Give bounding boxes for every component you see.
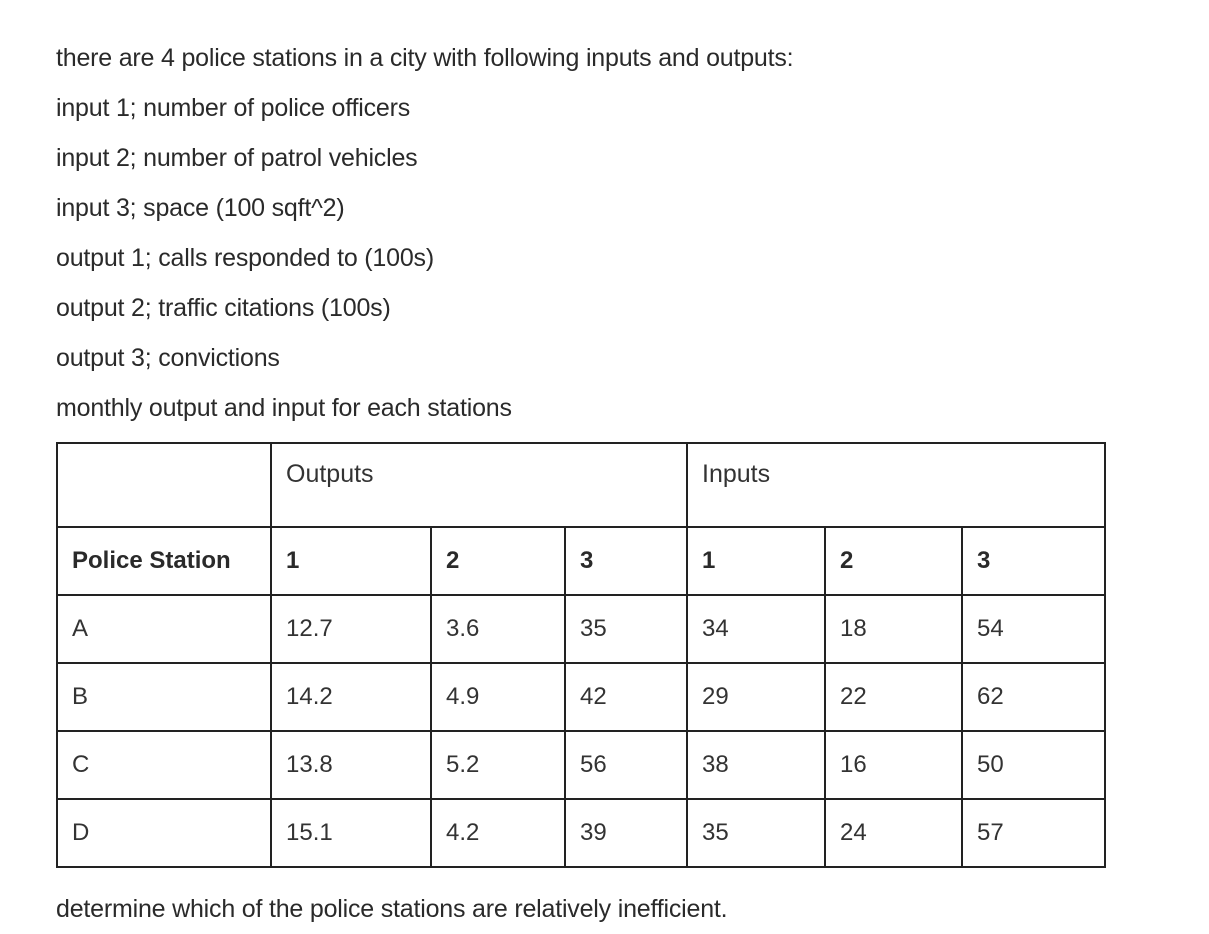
value-cell: 22 (825, 663, 962, 731)
table-row (57, 799, 1105, 867)
value-cell: 3.6 (431, 595, 565, 663)
value-cell: 35 (565, 595, 687, 663)
output-3-header: 3 (565, 527, 687, 595)
empty-corner-cell (57, 443, 271, 527)
input-1-header: 1 (687, 527, 825, 595)
value-cell: 13.8 (271, 731, 431, 799)
value-cell: 57 (962, 799, 1105, 867)
question-text: determine which of the police stations are relatively inefficient. (56, 895, 728, 923)
station-cell: B (57, 663, 271, 731)
station-cell: A (57, 595, 271, 663)
value-cell: 4.2 (431, 799, 565, 867)
value-cell: 34 (687, 595, 825, 663)
station-cell: D (57, 799, 271, 867)
value-cell: 50 (962, 731, 1105, 799)
input-3-header: 3 (962, 527, 1105, 595)
input-2-line: input 2; number of patrol vehicles (56, 144, 418, 172)
table-row (57, 595, 1105, 663)
value-cell: 62 (962, 663, 1105, 731)
problem-statement (56, 33, 1156, 433)
table-caption: monthly output and input for each stations (56, 394, 512, 422)
output-2-header: 2 (431, 527, 565, 595)
column-header-row (57, 527, 1105, 595)
value-cell: 14.2 (271, 663, 431, 731)
table-row (57, 663, 1105, 731)
value-cell: 39 (565, 799, 687, 867)
stations-table (56, 442, 1106, 868)
output-1-line: output 1; calls responded to (100s) (56, 244, 434, 272)
value-cell: 54 (962, 595, 1105, 663)
group-header-row (57, 443, 1105, 527)
value-cell: 15.1 (271, 799, 431, 867)
value-cell: 16 (825, 731, 962, 799)
value-cell: 5.2 (431, 731, 565, 799)
value-cell: 29 (687, 663, 825, 731)
value-cell: 4.9 (431, 663, 565, 731)
outputs-group-header: Outputs (271, 443, 687, 527)
inputs-group-header: Inputs (687, 443, 1105, 527)
value-cell: 35 (687, 799, 825, 867)
value-cell: 38 (687, 731, 825, 799)
value-cell: 12.7 (271, 595, 431, 663)
output-1-header: 1 (271, 527, 431, 595)
value-cell: 18 (825, 595, 962, 663)
station-cell: C (57, 731, 271, 799)
police-station-header: Police Station (57, 527, 271, 595)
input-2-header: 2 (825, 527, 962, 595)
output-3-line: output 3; convictions (56, 344, 280, 372)
input-3-line: input 3; space (100 sqft^2) (56, 194, 345, 222)
input-1-line: input 1; number of police officers (56, 94, 411, 122)
value-cell: 24 (825, 799, 962, 867)
table-row (57, 731, 1105, 799)
value-cell: 42 (565, 663, 687, 731)
value-cell: 56 (565, 731, 687, 799)
output-2-line: output 2; traffic citations (100s) (56, 294, 391, 322)
intro-line: there are 4 police stations in a city with following inputs and outputs: (56, 44, 794, 72)
